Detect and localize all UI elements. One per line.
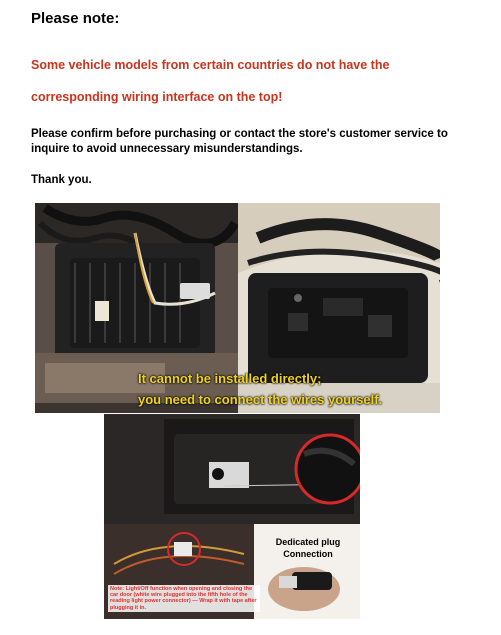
note-box: Note: Light/Off function when opening and closing the car door (white wire plugged into the fifth hole of the reading light power connector) — Wrap it with tape after plugging it in.: [108, 585, 260, 612]
warning-line-2: corresponding wiring interface on the top!: [31, 90, 283, 104]
photo-caption-2: you need to connect the wires yourself.: [138, 392, 383, 407]
plug-label: [266, 536, 350, 560]
warning-line-1: Some vehicle models from certain countries do not have the: [31, 58, 390, 72]
photo-caption-1: It cannot be installed directly;: [138, 371, 322, 386]
plug-label-line-1: Dedicated plug: [275, 537, 341, 547]
plug-label-line-2: Connection: [283, 549, 333, 559]
confirm-paragraph: Please confirm before purchasing or contact the store's customer service to inquire to avoid unnecessary misunderstandings.: [31, 128, 448, 155]
thank-you-text: Thank you.: [31, 174, 92, 186]
page-title: Please note:: [31, 10, 120, 27]
